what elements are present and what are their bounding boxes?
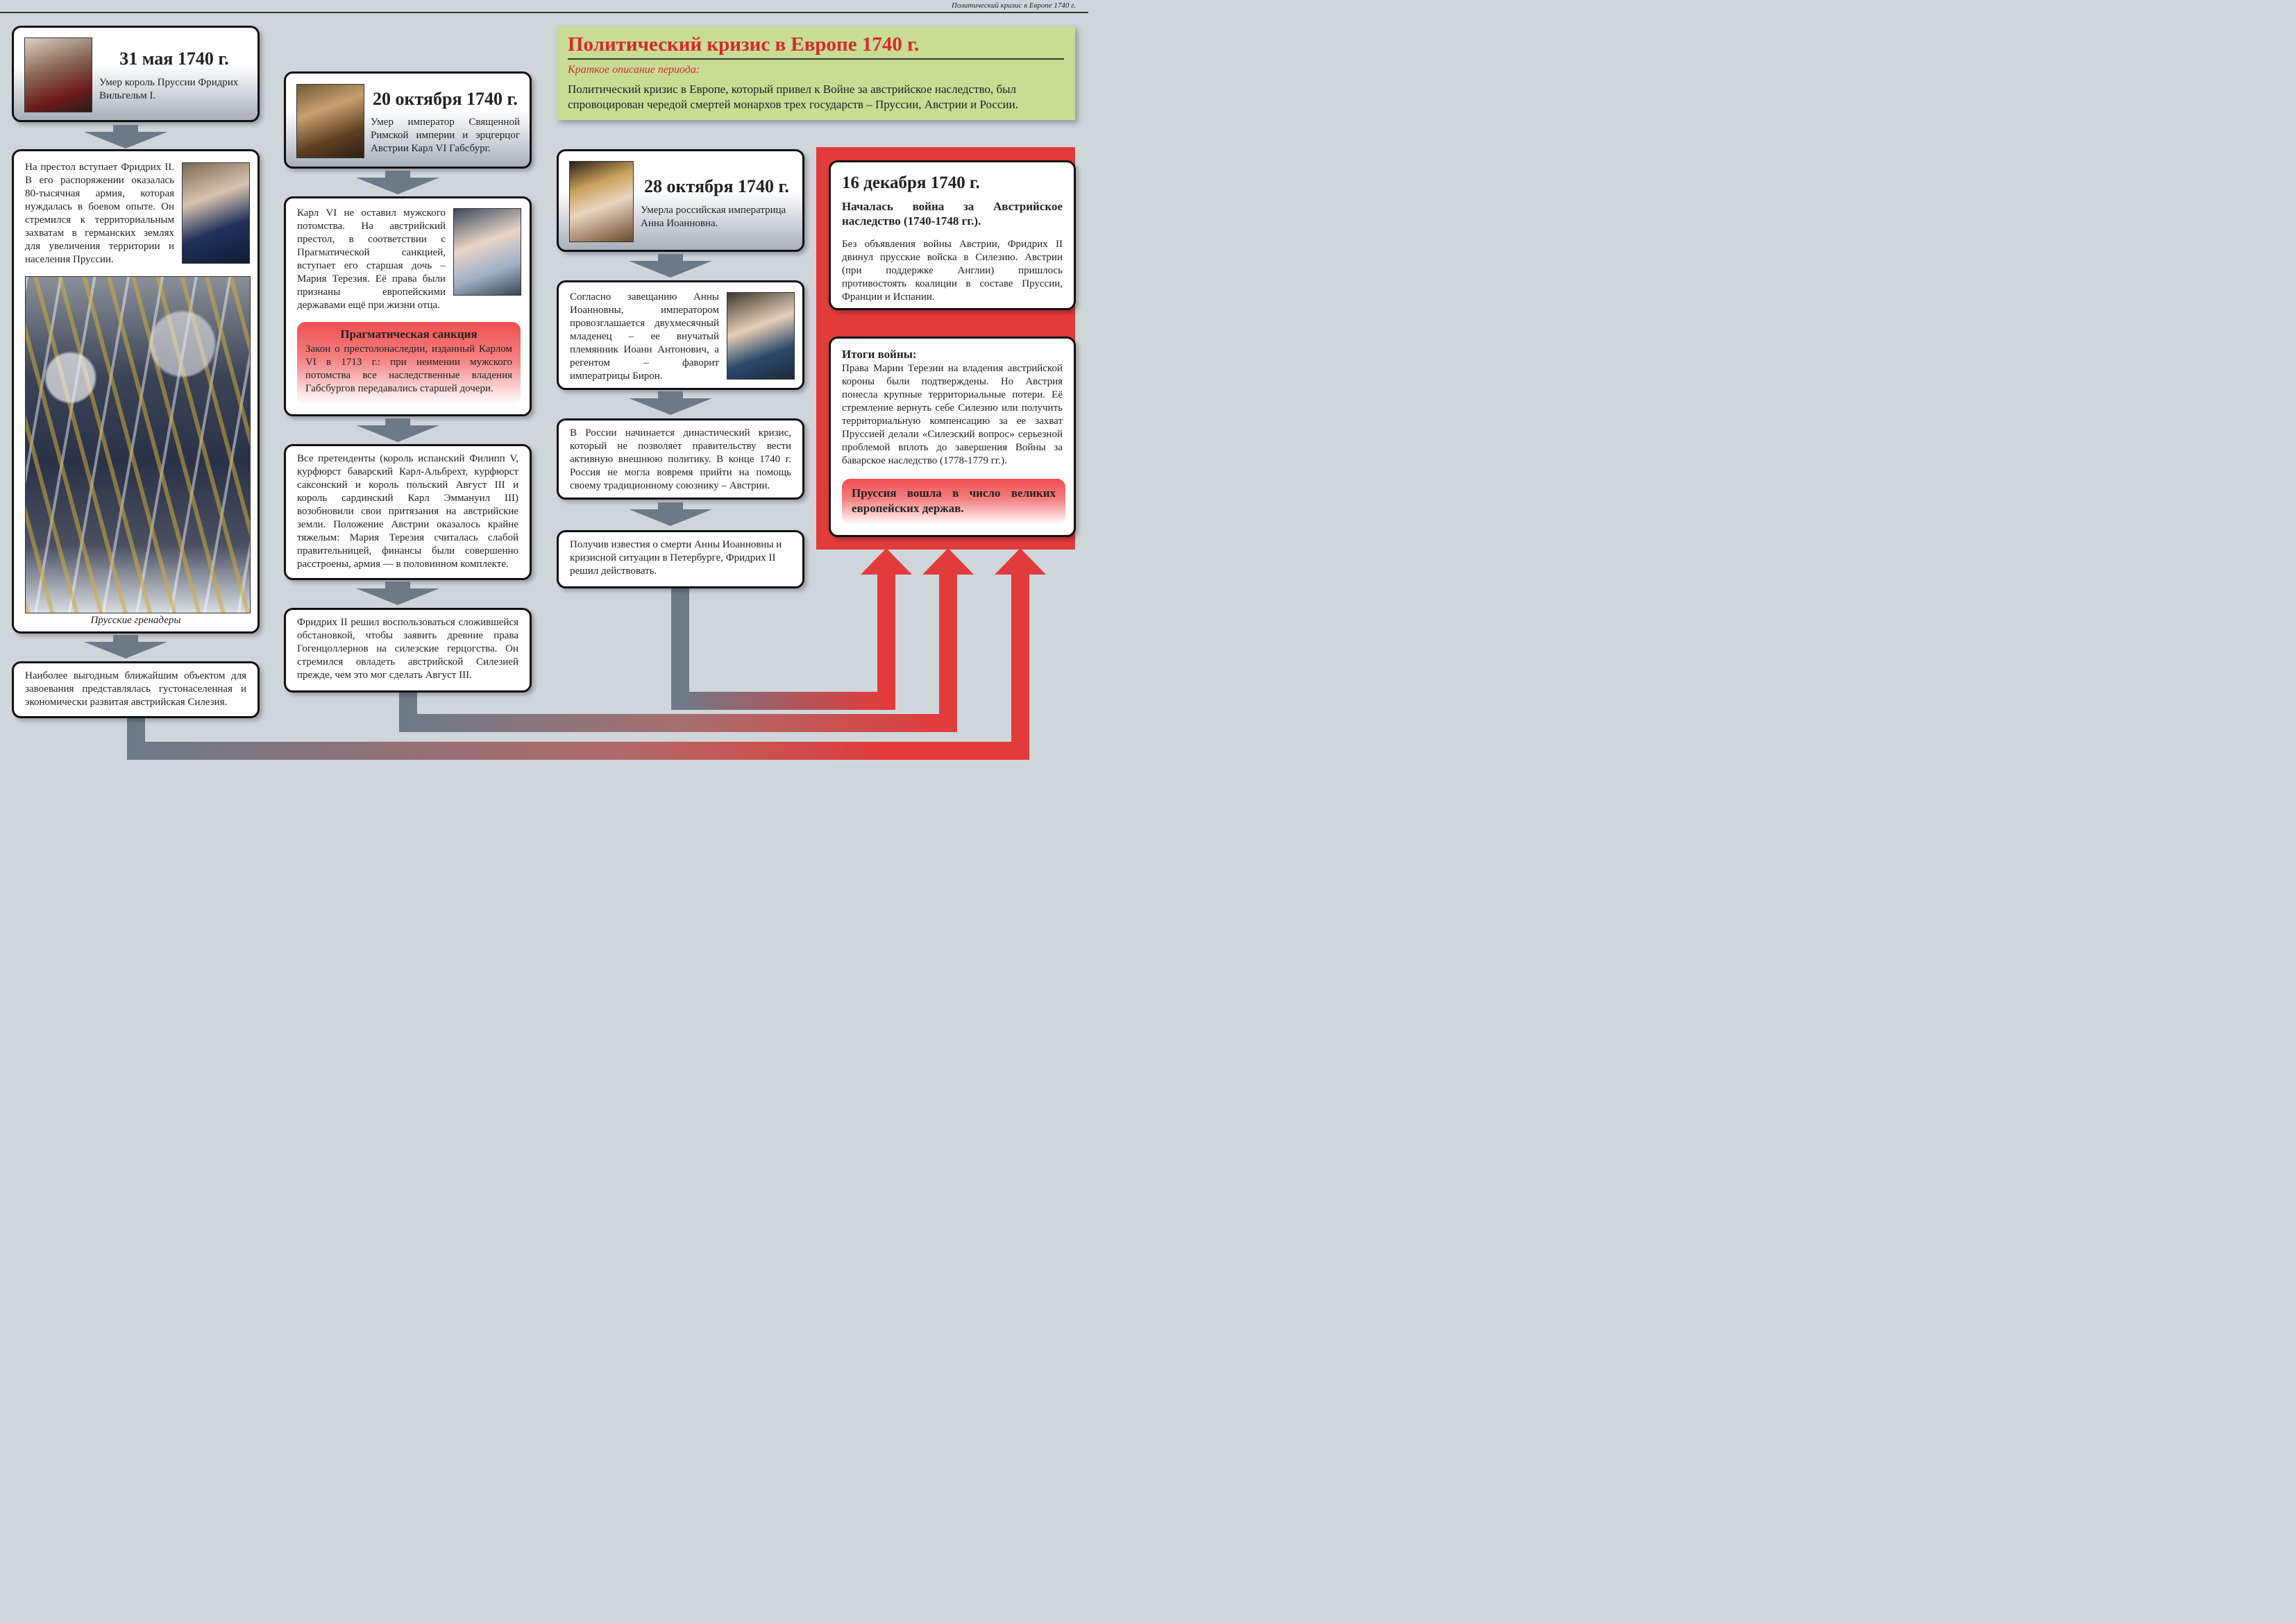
painting-prussian-grenadiers [25,276,251,613]
main-intro-text: Политический кризис в Европе, который привел к Войне за австрийское наследство, был спровоцирован чередой смертей монархов трех государств – Пруссии, Австрии и России. [568,83,1018,111]
col2-header-text: Умер император Священной Римской империи и эрцгерцог Австрии Карл VI Габсбург. [371,117,520,154]
main-title: Политический кризис в Европе 1740 г. [568,32,1064,60]
col3-box4-card [557,530,804,588]
pragmatic-sanction-panel [297,322,521,404]
col3-header-text: Умерла российская императрица Анна Иоанновна. [641,205,786,229]
col3-header-card [557,149,804,252]
portrait-anna-ioannovna [569,161,634,242]
col2-body-card [284,196,532,416]
arrowhead-left [861,548,912,575]
main-subtitle: Краткое описание периода: [568,64,700,76]
portrait-friedrich-wilhelm-i [24,37,92,112]
col3-box3-card [557,418,804,500]
col3-date: 28 октября 1740 г. [644,176,789,196]
war-start-card [829,160,1076,310]
col2-box4-text: Фридрих II решил воспользоваться сложившейся обстановкой, чтобы заявить древние права Гогенцоллернов на силезские герцогства. Он стремился овладеть австрийской Силезией прежде, чем это мог сделать Август III. [297,617,518,681]
arrowhead-middle [922,548,974,575]
war-start-subtitle: Началась война за Австрийское наследство (1740-1748 гг.). [842,200,1063,228]
col3-box3-text: В России начинается династический кризис, который не позволяет правительству вести активную внешнюю политику. В конце 1740 г. Россия не могла вовремя прийти на помощь своему традиционному союзнику – Австрии. [570,427,791,491]
col1-header-text: Умер король Пруссии Фридрих Вильгельм I. [99,77,239,101]
sanction-title: Прагматическая санкция [340,328,478,341]
col1-body-text: На престол вступает Фридрих II. В его распоряжении оказалась 80-тысячная армия, которая нуждалась в боевом опыте. Он стремился к территориальным захватам в германских землях для увеличения территории и населения Пруссии. [25,162,174,265]
col1-date: 31 мая 1740 г. [119,49,229,69]
results-card [829,337,1076,537]
portrait-ioann-antonovich [727,292,795,380]
col3-box4-text: Получив известия о смерти Анны Иоанновны и кризисной ситуации в Петербурге, Фридрих II решил действовать. [570,539,782,577]
connector-col3 [680,569,886,701]
col2-header-card [284,71,532,169]
conclusion-text: Пруссия вошла в число великих европейских держав. [852,486,1056,515]
war-start-text: Без объявления войны Австрии, Фридрих II двинул прусские войска в Силезию. Австрии (при поддержке Англии) пришлось противостоять коалиции в составе Пруссии, Франции и Испании. [842,239,1063,303]
col3-body-text: Согласно завещанию Анны Иоанновны, императором провозглашается двухмесячный младенец – ее внучатый племянник Иоанн Антонович, а регентом – фаворит императрицы Бирон. [570,291,719,382]
sanction-text: Закон о престолонаследии, изданный Карлом VI в 1713 г.: при неимении мужского потомства все наследственные владения Габсбургов передавались старшей дочери. [305,343,512,394]
col2-date: 20 октября 1740 г. [373,89,518,109]
col2-body-text: Карл VI не оставил мужского потомства. На австрийский престол, в соответствии с Прагматической санкцией, вступает его старшая дочь – Мария Терезия. Её права были признаны европейскими державами ещё при жизни отца. [297,207,446,311]
title-box [557,26,1075,120]
portrait-friedrich-ii [182,162,250,264]
col2-box3-text: Все претенденты (король испанский Филипп V, курфюрст баварский Карл-Альбрехт, курфюрст саксонский и король польский Август III и король сардинский Карл Эммануил III) возобновили свои притязания на австрийские земли. Положение Австрии оказалось крайне тяжелым: Мария Терезия считалась слабой правительницей, финансы были совершенно расстроены, армия — в половинном комплекте. [297,453,518,570]
painting-caption: Прусские гренадеры [90,615,181,626]
portrait-maria-theresa [453,208,521,296]
page-label: Политический кризис в Европе 1740 г. [951,1,1076,10]
col1-last-text: Наиболее выгодным ближайшим объектом для завоевания представлялась густонаселенная и экономически развитая австрийская Силезия. [25,670,246,708]
col1-header-card [12,26,260,122]
col2-box4-card [284,608,532,692]
portrait-karl-vi [296,84,364,158]
war-start-date: 16 декабря 1740 г. [842,173,980,192]
results-title: Итоги войны: [842,348,917,361]
col2-box3-card [284,444,532,580]
col1-last-card [12,661,260,718]
arrowhead-right [995,548,1046,575]
col3-body-card [557,280,804,390]
conclusion-panel [842,479,1065,525]
col1-body-card [12,149,260,634]
results-text: Права Марии Терезии на владения австрийской короны были подтверждены. Но Австрия понесла крупные территориальные потери. Её стремление вернуть себе Силезию или получить территориальную компенсацию за ее захват Пруссией делали «Силезский вопрос» серьезной проблемой вплоть до завершения Войны за баварское наследство (1778-1779 гг.). [842,363,1063,466]
